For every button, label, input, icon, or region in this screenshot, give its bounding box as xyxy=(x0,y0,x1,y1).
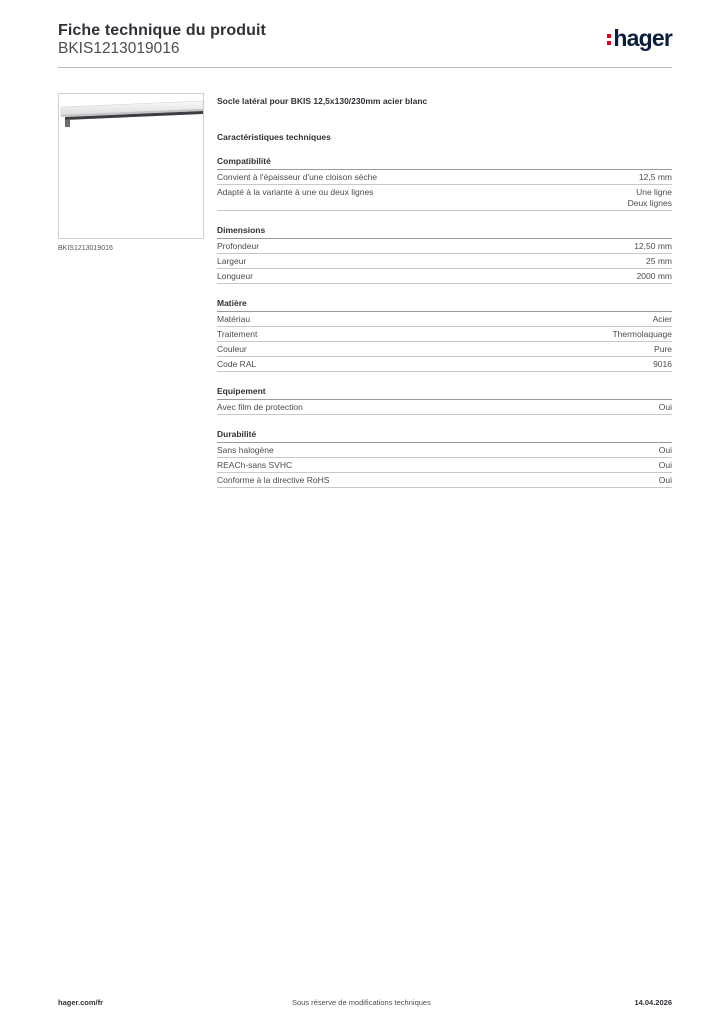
section-title: Equipement xyxy=(217,386,672,400)
spec-values xyxy=(628,187,672,209)
spec-value: Une ligne xyxy=(636,187,672,197)
spec-label: Sans halogène xyxy=(217,445,274,455)
section-title: Compatibilité xyxy=(217,156,672,170)
spec-section xyxy=(217,156,672,211)
page-title: Fiche technique du produit xyxy=(58,22,266,39)
spec-label: Adapté à la variante à une ou deux lignes xyxy=(217,187,374,197)
section-title: Dimensions xyxy=(217,225,672,239)
product-description: Socle latéral pour BKIS 12,5x130/230mm acier blanc xyxy=(217,96,428,106)
spec-section xyxy=(217,386,672,415)
spec-values xyxy=(659,445,672,456)
footer-date: 14.04.2026 xyxy=(634,998,672,1007)
spec-row xyxy=(217,342,672,357)
spec-value: 25 mm xyxy=(646,256,672,266)
spec-row xyxy=(217,254,672,269)
spec-row xyxy=(217,357,672,372)
spec-section xyxy=(217,298,672,372)
spec-row xyxy=(217,312,672,327)
spec-label: Profondeur xyxy=(217,241,260,251)
spec-label: Convient à l'épaisseur d'une cloison sèche xyxy=(217,172,378,182)
spec-section xyxy=(217,429,672,488)
spec-label: Longueur xyxy=(217,271,253,281)
spec-value: Acier xyxy=(652,314,672,324)
spec-values xyxy=(659,475,672,486)
spec-label: Matériau xyxy=(217,314,251,324)
spec-label: Couleur xyxy=(217,344,247,354)
product-image xyxy=(58,93,204,239)
spec-values xyxy=(637,271,672,282)
spec-label: Code RAL xyxy=(217,359,257,369)
spec-label: Avec film de protection xyxy=(217,402,303,412)
hager-logo[interactable] xyxy=(607,27,672,50)
spec-row xyxy=(217,443,672,458)
spec-value: 12,50 mm xyxy=(634,241,672,251)
section-title: Durabilité xyxy=(217,429,672,443)
spec-values xyxy=(659,402,672,413)
logo-text: hager xyxy=(613,25,672,51)
spec-row xyxy=(217,239,672,254)
spec-row xyxy=(217,269,672,284)
spec-row xyxy=(217,170,672,185)
specs-heading: Caractéristiques techniques xyxy=(217,132,331,142)
spec-row xyxy=(217,473,672,488)
spec-label: Conforme à la directive RoHS xyxy=(217,475,330,485)
spec-label: Traitement xyxy=(217,329,258,339)
spec-values xyxy=(653,359,672,370)
spec-sections xyxy=(217,156,672,488)
spec-value: Oui xyxy=(658,445,672,455)
product-reference: BKIS1213019016 xyxy=(58,40,180,57)
spec-value: Pure xyxy=(654,344,672,354)
spec-values xyxy=(653,314,672,325)
spec-values xyxy=(612,329,672,340)
footer-website-link[interactable]: hager.com/fr xyxy=(58,998,104,1007)
spec-row xyxy=(217,185,672,211)
spec-value: Thermolaquage xyxy=(612,329,672,339)
spec-value: Oui xyxy=(658,475,672,485)
spec-values xyxy=(654,344,672,355)
spec-values xyxy=(639,172,672,183)
logo-dots-icon xyxy=(607,34,611,45)
spec-value: 2000 mm xyxy=(636,271,672,281)
spec-values xyxy=(659,460,672,471)
spec-label: REACh-sans SVHC xyxy=(217,460,293,470)
spec-section xyxy=(217,225,672,284)
spec-row xyxy=(217,327,672,342)
spec-value: Deux lignes xyxy=(627,198,672,208)
section-title: Matière xyxy=(217,298,672,312)
spec-label: Largeur xyxy=(217,256,247,266)
spec-value: Oui xyxy=(658,402,672,412)
spec-row xyxy=(217,458,672,473)
spec-value: 12,5 mm xyxy=(638,172,672,182)
spec-value: Oui xyxy=(658,460,672,470)
footer-notice: Sous réserve de modifications techniques xyxy=(292,998,431,1007)
page-header xyxy=(58,22,672,68)
spec-values xyxy=(646,256,672,267)
product-profile-icon xyxy=(59,94,203,238)
image-caption: BKIS1213019016 xyxy=(58,245,113,252)
spec-value: 9016 xyxy=(653,359,672,369)
spec-values xyxy=(634,241,672,252)
spec-row xyxy=(217,400,672,415)
spec-content xyxy=(217,96,672,502)
